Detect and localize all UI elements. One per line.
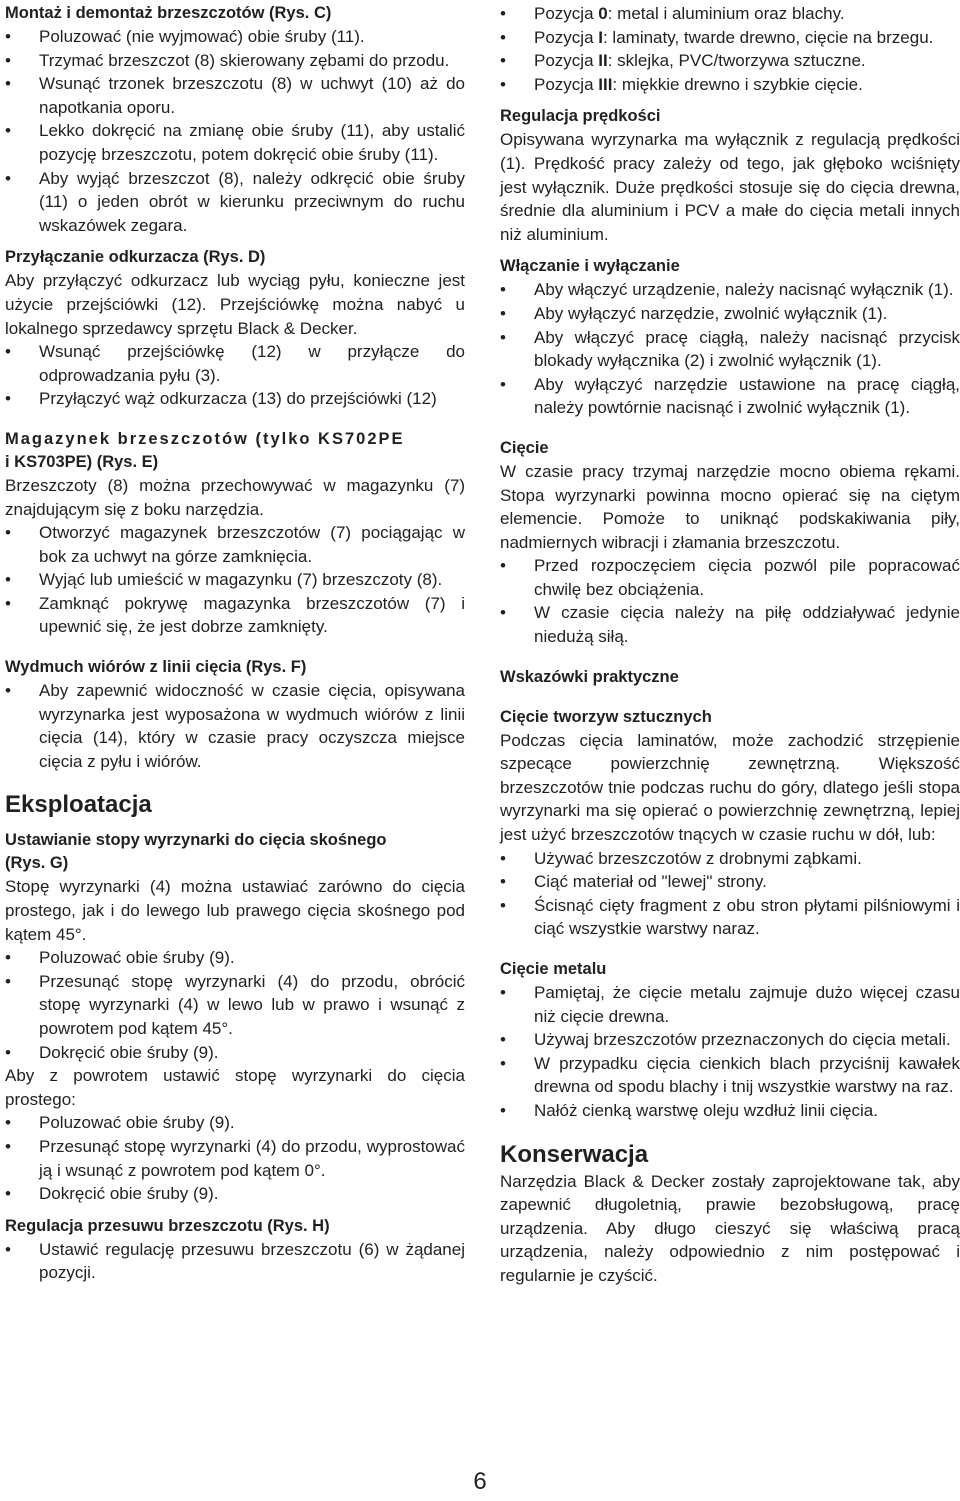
section-title-wydmuch: Wydmuch wiórów z linii cięcia (Rys. F)	[5, 658, 307, 677]
list-item: • Trzymać brzeszczot (8) skierowany zębami do przodu.	[5, 49, 465, 73]
pozycje-list	[500, 2, 960, 96]
list-item: • Lekko dokręcić na zmianę obie śruby (11), aby ustalić pozycję brzeszczotu, potem dokręcić obie śruby (11).	[5, 119, 465, 166]
list-item: • Aby włączyć pracę ciągłą, należy nacisnąć przycisk blokady wyłącznika (2) i zwolnić wyłącznik (1).	[500, 326, 960, 373]
list-item: • Używaj brzeszczotów przeznaczonych do cięcia metali.	[500, 1028, 960, 1052]
section-title-predkosc: Regulacja prędkości	[500, 107, 661, 126]
left-column	[5, 2, 465, 1285]
heading-eksploatacja: Eksploatacja	[5, 791, 152, 819]
list-item: • Aby włączyć urządzenie, należy nacisnąć wyłącznik (1).	[500, 278, 960, 302]
section-title-ciecie: Cięcie	[500, 438, 549, 457]
list-item: • Zamknąć pokrywę magazynka brzeszczotów (7) i upewnić się, że jest dobrze zamknięty.	[5, 592, 465, 639]
list-item: • W czasie cięcia należy na piłę oddziaływać jedynie niedużą siłą.	[500, 601, 960, 648]
section-title-metal: Cięcie metalu	[500, 960, 607, 978]
list-item: • Ścisnąć cięty fragment z obu stron płytami pilśniowymi i ciąć wszystkie warstwy naraz.	[500, 894, 960, 941]
list-item: • Poluzować (nie wyjmować) obie śruby (11).	[5, 25, 465, 49]
odkurzacz-intro: Aby przyłączyć odkurzacz lub wyciąg pyłu, konieczne jest użycie przejściówki (12). Przejściówkę można nabyć u lokalnego sprzedawcy sprzętu Black & Decker.	[5, 271, 465, 338]
list-item: • Aby wyłączyć narzędzie ustawione na pracę ciągłą, należy powtórnie nacisnąć i zwolnić wyłącznik (1).	[500, 373, 960, 420]
list-item: • Aby wyłączyć narzędzie, zwolnić wyłącznik (1).	[500, 302, 960, 326]
magazynek-intro: Brzeszczoty (8) można przechowywać w magazynku (7) znajdującym się z boku narzędzia.	[5, 475, 465, 519]
list-item: • Przesunąć stopę wyrzynarki (4) do przodu, wyprostować ją i wsunąć z powrotem pod kątem 0°.	[5, 1135, 465, 1182]
list-item: • Wsunąć trzonek brzeszczotu (8) w uchwyt (10) aż do napotkania oporu.	[5, 72, 465, 119]
section-title-stopa: Ustawianie stopy wyrzynarki do cięcia skośnego (Rys. G)	[5, 831, 387, 873]
list-item: • Wsunąć przejściówkę (12) w przyłącze do odprowadzania pyłu (3).	[5, 340, 465, 387]
ciecie-list	[500, 554, 960, 648]
list-item: • Przyłączyć wąż odkurzacza (13) do przejściówki (12)	[5, 387, 465, 411]
list-item: • Otworzyć magazynek brzeszczotów (7) pociągając w bok za uchwyt na górze zamknięcia.	[5, 521, 465, 568]
section-title-wlaczanie: Włączanie i wyłączanie	[500, 257, 680, 276]
list-item: • Pozycja 0: metal i aluminium oraz blachy.	[500, 2, 960, 26]
magazynek-list	[5, 521, 465, 639]
list-item: • Przed rozpoczęciem cięcia pozwól pile popracować chwilę bez obciążenia.	[500, 554, 960, 601]
wydmuch-list	[5, 679, 465, 773]
tworzywa-list	[500, 847, 960, 941]
konserwacja-text: Narzędzia Black & Decker zostały zaprojektowane tak, aby zapewnić długoletnią, prawie bezobsługową, pracę urządzenia. Aby długo cieszyć się właściwą pracą urządzenia, należy odpowiednio z nim postępować i regularnie je czyścić.	[500, 1171, 960, 1285]
list-item: • Aby wyjąć brzeszczot (8), należy odkręcić obie śruby (11) o jeden obrót w kierunku przeciwnym do ruchu wskazówek zegara.	[5, 167, 465, 238]
stopa-list-2	[5, 1111, 465, 1205]
list-item: • Ustawić regulację przesuwu brzeszczotu (6) w żądanej pozycji.	[5, 1238, 465, 1285]
list-item: • Nałóż cienką warstwę oleju wzdłuż linii cięcia.	[500, 1099, 960, 1123]
heading-konserwacja: Konserwacja	[500, 1140, 649, 1168]
przesuw-list	[5, 1238, 465, 1285]
list-item: • Aby zapewnić widoczność w czasie cięcia, opisywana wyrzynarka jest wyposażona w wydmuch wiórów z linii cięcia (14), który w czasie pracy oczyszcza miejsce cięcia z pyłu i wiórów.	[5, 679, 465, 773]
list-item: • Ciąć materiał od "lewej" strony.	[500, 870, 960, 894]
list-item: • Pamiętaj, że cięcie metalu zajmuje dużo więcej czasu niż cięcie drewna.	[500, 981, 960, 1028]
list-item: • Pozycja III: miękkie drewno i szybkie cięcie.	[500, 73, 960, 97]
list-item: • Pozycja I: laminaty, twarde drewno, cięcie na brzegu.	[500, 26, 960, 50]
odkurzacz-list	[5, 340, 465, 411]
tworzywa-text: Podczas cięcia laminatów, może zachodzić strzępienie szpecące powierzchnię zewnętrzną. Większość brzeszczotów tnie podczas ruchu do góry, dlatego jeśli stopa wyrzynarki ma się opierać o powierzchnię zewnętrzną, lepiej jest użyć brzeszczotów tnących w czasie ruchu w dół, lub:	[500, 730, 960, 845]
section-title-magazynek: Magazynek brzeszczotów (tylko KS702PE i KS703PE) (Rys. E)	[5, 429, 405, 471]
stopa-mid: Aby z powrotem ustawić stopę wyrzynarki do cięcia prostego:	[5, 1066, 465, 1109]
predkosc-text: Opisywana wyrzynarka ma wyłącznik z regulacją prędkości (1). Prędkość pracy zależy od tego, jak głęboko wciśnięty jest wyłącznik. Duże prędkości stosuje się do cięcia drewna, średnie dla aluminium i PCV a małe do cięcia metali innych niż aluminium.	[500, 130, 960, 244]
stopa-list	[5, 946, 465, 1064]
list-item: • Pozycja II: sklejka, PVC/tworzywa sztuczne.	[500, 49, 960, 73]
list-item: • Dokręcić obie śruby (9).	[5, 1182, 465, 1206]
ciecie-text: W czasie pracy trzymaj narzędzie mocno obiema rękami. Stopa wyrzynarki powinna mocno opierać się na ciętym elemencie. Pomoże to uniknąć podskakiwania piły, nadmiernych wibracji i złamania brzeszczotu.	[500, 461, 960, 552]
section-title-przesuw: Regulacja przesuwu brzeszczotu (Rys. H)	[5, 1216, 330, 1235]
right-column	[500, 2, 960, 1288]
list-item: • Używać brzeszczotów z drobnymi ząbkami.	[500, 847, 960, 871]
list-item: • Poluzować obie śruby (9).	[5, 1111, 465, 1135]
metal-list	[500, 981, 960, 1123]
page-number: 6	[473, 1468, 487, 1495]
list-item: • Wyjąć lub umieścić w magazynku (7) brzeszczoty (8).	[5, 568, 465, 592]
section-title-montaz: Montaż i demontaż brzeszczotów (Rys. C)	[5, 4, 332, 22]
montaz-list	[5, 25, 465, 237]
list-item: • Przesunąć stopę wyrzynarki (4) do przodu, obrócić stopę wyrzynarki (4) w lewo lub w prawo i wsunąć z powrotem pod kątem 45°.	[5, 970, 465, 1041]
stopa-intro: Stopę wyrzynarki (4) można ustawiać zarówno do cięcia prostego, jak i do lewego lub prawego cięcia skośnego pod kątem 45°.	[5, 877, 465, 944]
section-title-wskazowki: Wskazówki praktyczne	[500, 667, 679, 686]
list-item: • Dokręcić obie śruby (9).	[5, 1041, 465, 1065]
section-title-tworzywa: Cięcie tworzyw sztucznych	[500, 707, 712, 726]
wlaczanie-list	[500, 278, 960, 420]
list-item: • W przypadku cięcia cienkich blach przyciśnij kawałek drewna od spodu blachy i tnij wszystkie warstwy na raz.	[500, 1052, 960, 1099]
list-item: • Poluzować obie śruby (9).	[5, 946, 465, 970]
section-title-odkurzacz: Przyłączanie odkurzacza (Rys. D)	[5, 248, 266, 267]
